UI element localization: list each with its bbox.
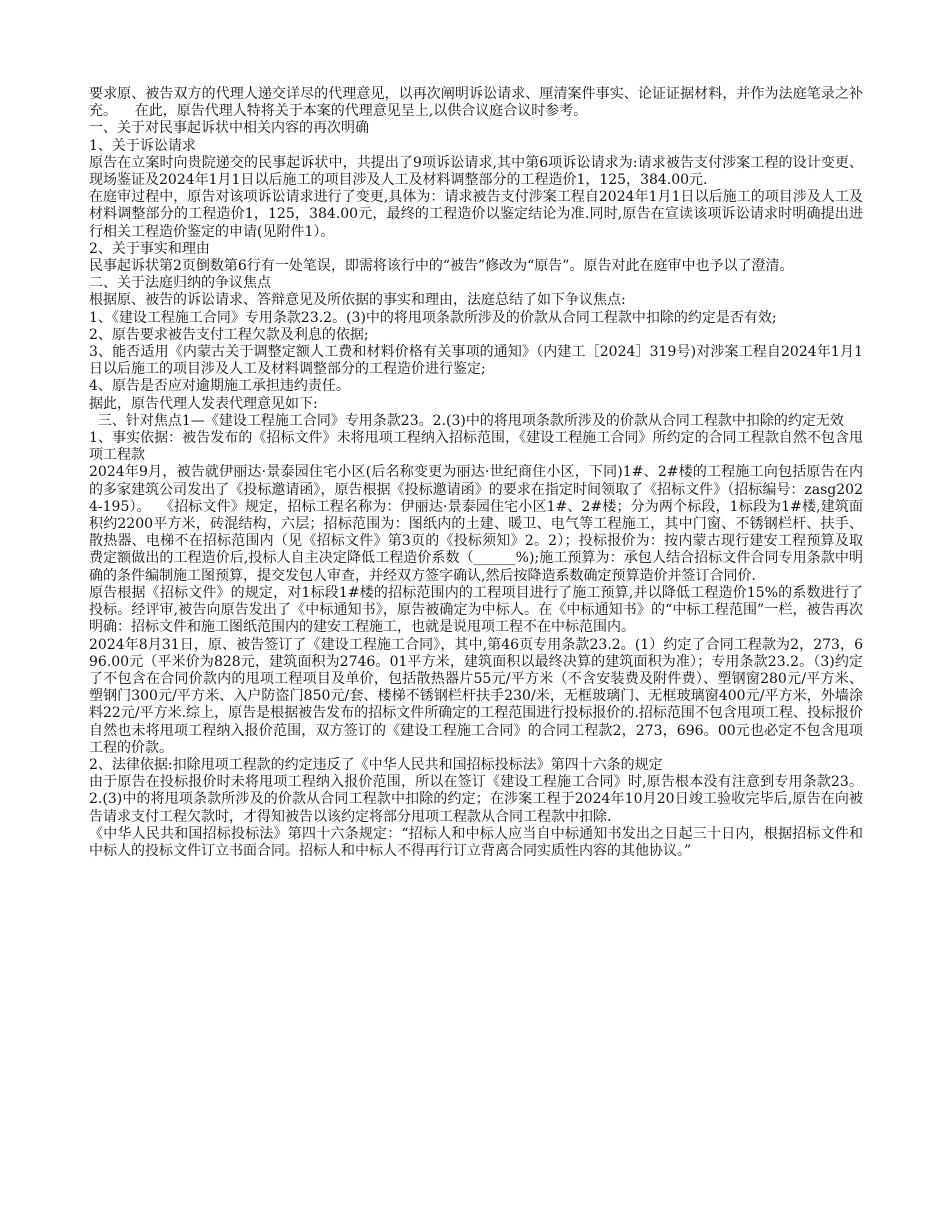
heading-section-3: 三、针对焦点1—《建设工程施工合同》专用条款23。2.(3)中的将甩项条款所涉及的价款从合同工程款中扣除的约定无效 (89, 412, 844, 429)
paragraph-tender: 2024年9月，被告就伊丽达·景泰园住宅小区(后名称变更为丽达·世纪商住小区，下同)1#、2#楼的工程施工向包括原告在内的多家建筑公司发出了《投标邀请函》，原告根据《投标邀请函》的要求在指定时间领取了《招标文件》（招标编号：zasg2024-195）。 《招标文件》规定，招标工程名称为：伊丽达·景泰园住宅小区1#、2#楼；分为两个标段，1标段为1#楼,建筑面积约2200平方米，砖混结构，六层；招标范围为：图纸内的土建、暖卫、电气等工程施工，其中门窗、不锈钢栏杆、扶手、散热器、电梯不在招标范围内（见《招标文件》第3页的《投标须知》2。2）；投标报价为：按内蒙古现行建安工程预算及取费定额做出的工程造价后,投标人自主决定降低工程造价系数（______%);施工预算为：承包人结合招标文件合同专用条款中明确的条件编制施工图预算，提交发包人审查，并经双方签字确认,然后按降造系数确定预算造价并签订合同价. (89, 464, 863, 584)
paragraph-opinion-intro: 据此，原告代理人发表代理意见如下: (89, 395, 318, 412)
document-body (89, 86, 863, 860)
paragraph-bid: 原告根据《招标文件》的规定，对1标段1#楼的招标范围内的工程项目进行了施工预算,并以降低工程造价15%的系数进行了投标。经评审,被告向原告发出了《中标通知书》，原告被确定为中标人。在《中标通知书》的“中标工程范围”一栏，被告再次明确：招标文件和施工图纸范围内的建安工程施工，也就是说甩项工程不在中标范围内。 (89, 584, 863, 636)
list-item-focus-4: 4、原告是否应对逾期施工承担违约责任。 (89, 378, 350, 395)
paragraph-focus-intro: 根据原、被告的诉讼请求、答辩意见及所依据的事实和理由，法庭总结了如下争议焦点: (89, 292, 626, 309)
list-item-focus-1: 1、《建设工程施工合同》专用条款23.2。(3)中的将甩项条款所涉及的价款从合同工程款中扣除的约定是否有效; (89, 309, 777, 326)
paragraph-claims: 原告在立案时向贵院递交的民事起诉状中，共提出了9项诉讼请求,其中第6项诉讼请求为:请求被告支付涉案工程的设计变更、现场鉴证及2024年1月1日以后施工的项目涉及人工及材料调整部分的工程造价1，125，384.00元. (89, 154, 863, 189)
paragraph-legal-basis: 由于原告在投标报价时未将甩项工程纳入报价范围，所以在签订《建设工程施工合同》时,原告根本没有注意到专用条款23。2.(3)中的将甩项条款所涉及的价款从合同工程款中扣除的约定；在涉案工程于2024年10月20日竣工验收完毕后,原告在向被告请求支付工程欠款时，才得知被告以该约定将部分甩项工程款从合同工程款中扣除. (89, 774, 863, 825)
paragraph-claims-change: 在庭审过程中，原告对该项诉讼请求进行了变更,具体为：请求被告支付涉案工程自2024年1月1日以后施工的项目涉及人工及材料调整部分的工程造价1，125，384.00元，最终的工程造价以鉴定结论为准.同时,原告在宣读该项诉讼请求时明确提出进行相关工程造价鉴定的申请(见附件1）。 (89, 189, 863, 240)
heading-legal-basis: 2、法律依据:扣除甩项工程款的约定违反了《中华人民共和国招标投标法》第四十六条的规定 (89, 756, 663, 773)
heading-claims: 1、关于诉讼请求 (89, 137, 196, 154)
paragraph-contract: 2024年8月31日，原、被告签订了《建设工程施工合同》，其中,第46页专用条款23.2。(1）约定了合同工程款为2，273，696.00元（平米价为828元，建筑面积为2746。01平方米，建筑面积以最终决算的建筑面积为准）；专用条款23.2。（3)约定了不包含在合同价款内的甩项工程项目及单价，包括散热器片55元/平方米（不含安装费及附件费）、塑钢窗280元/平方米、塑钢门300元/平方米、入户防盗门850元/套、楼梯不锈钢栏杆扶手230/米，无框玻璃门、无框玻璃窗400元/平方米，外墙涂料22元/平方米.综上，原告是根据被告发布的招标文件所确定的工程范围进行投标报价的.招标范围不包含甩项工程、投标报价自然也未将甩项工程纳入报价范围，双方签订的《建设工程施工合同》的合同工程款2，273，696。00元也必定不包含甩项工程的价款。 (89, 636, 863, 756)
list-item-focus-3: 3、能否适用《内蒙古关于调整定额人工费和材料价格有关事项的通知》（内建工［2024］319号)对涉案工程自2024年1月1日以后施工的项目涉及人工及材料调整部分的工程造价进行鉴定; (89, 344, 863, 378)
list-item-focus-2: 2、原告要求被告支付工程欠款及利息的依据; (89, 326, 369, 343)
heading-facts: 2、关于事实和理由 (89, 240, 210, 257)
paragraph-facts: 民事起诉状第2页倒数第6行有一处笔误，即需将该行中的“被告”修改为“原告”。原告对此在庭审中也予以了澄清。 (89, 258, 794, 275)
heading-section-1: 一、关于对民事起诉状中相关内容的再次明确 (89, 120, 369, 137)
paragraph-law-quote: 《中华人民共和国招标投标法》第四十六条规定：“招标人和中标人应当自中标通知书发出之日起三十日内，根据招标文件和中标人的投标文件订立书面合同。招标人和中标人不得再行订立背离合同实质性内容的其他协议。” (89, 825, 863, 859)
heading-fact-basis: 1、事实依据：被告发布的《招标文件》未将甩项工程纳入招标范围，《建设工程施工合同》所约定的合同工程款自然不包含甩项工程款 (89, 430, 863, 464)
heading-section-2: 二、关于法庭归纳的争议焦点 (89, 275, 271, 292)
paragraph-intro: 要求原、被告双方的代理人递交详尽的代理意见，以再次阐明诉讼请求、厘清案件事实、论证证据材料，并作为法庭笔录之补充。 在此，原告代理人特将关于本案的代理意见呈上,以供合议庭合议时参考。 (89, 86, 863, 120)
